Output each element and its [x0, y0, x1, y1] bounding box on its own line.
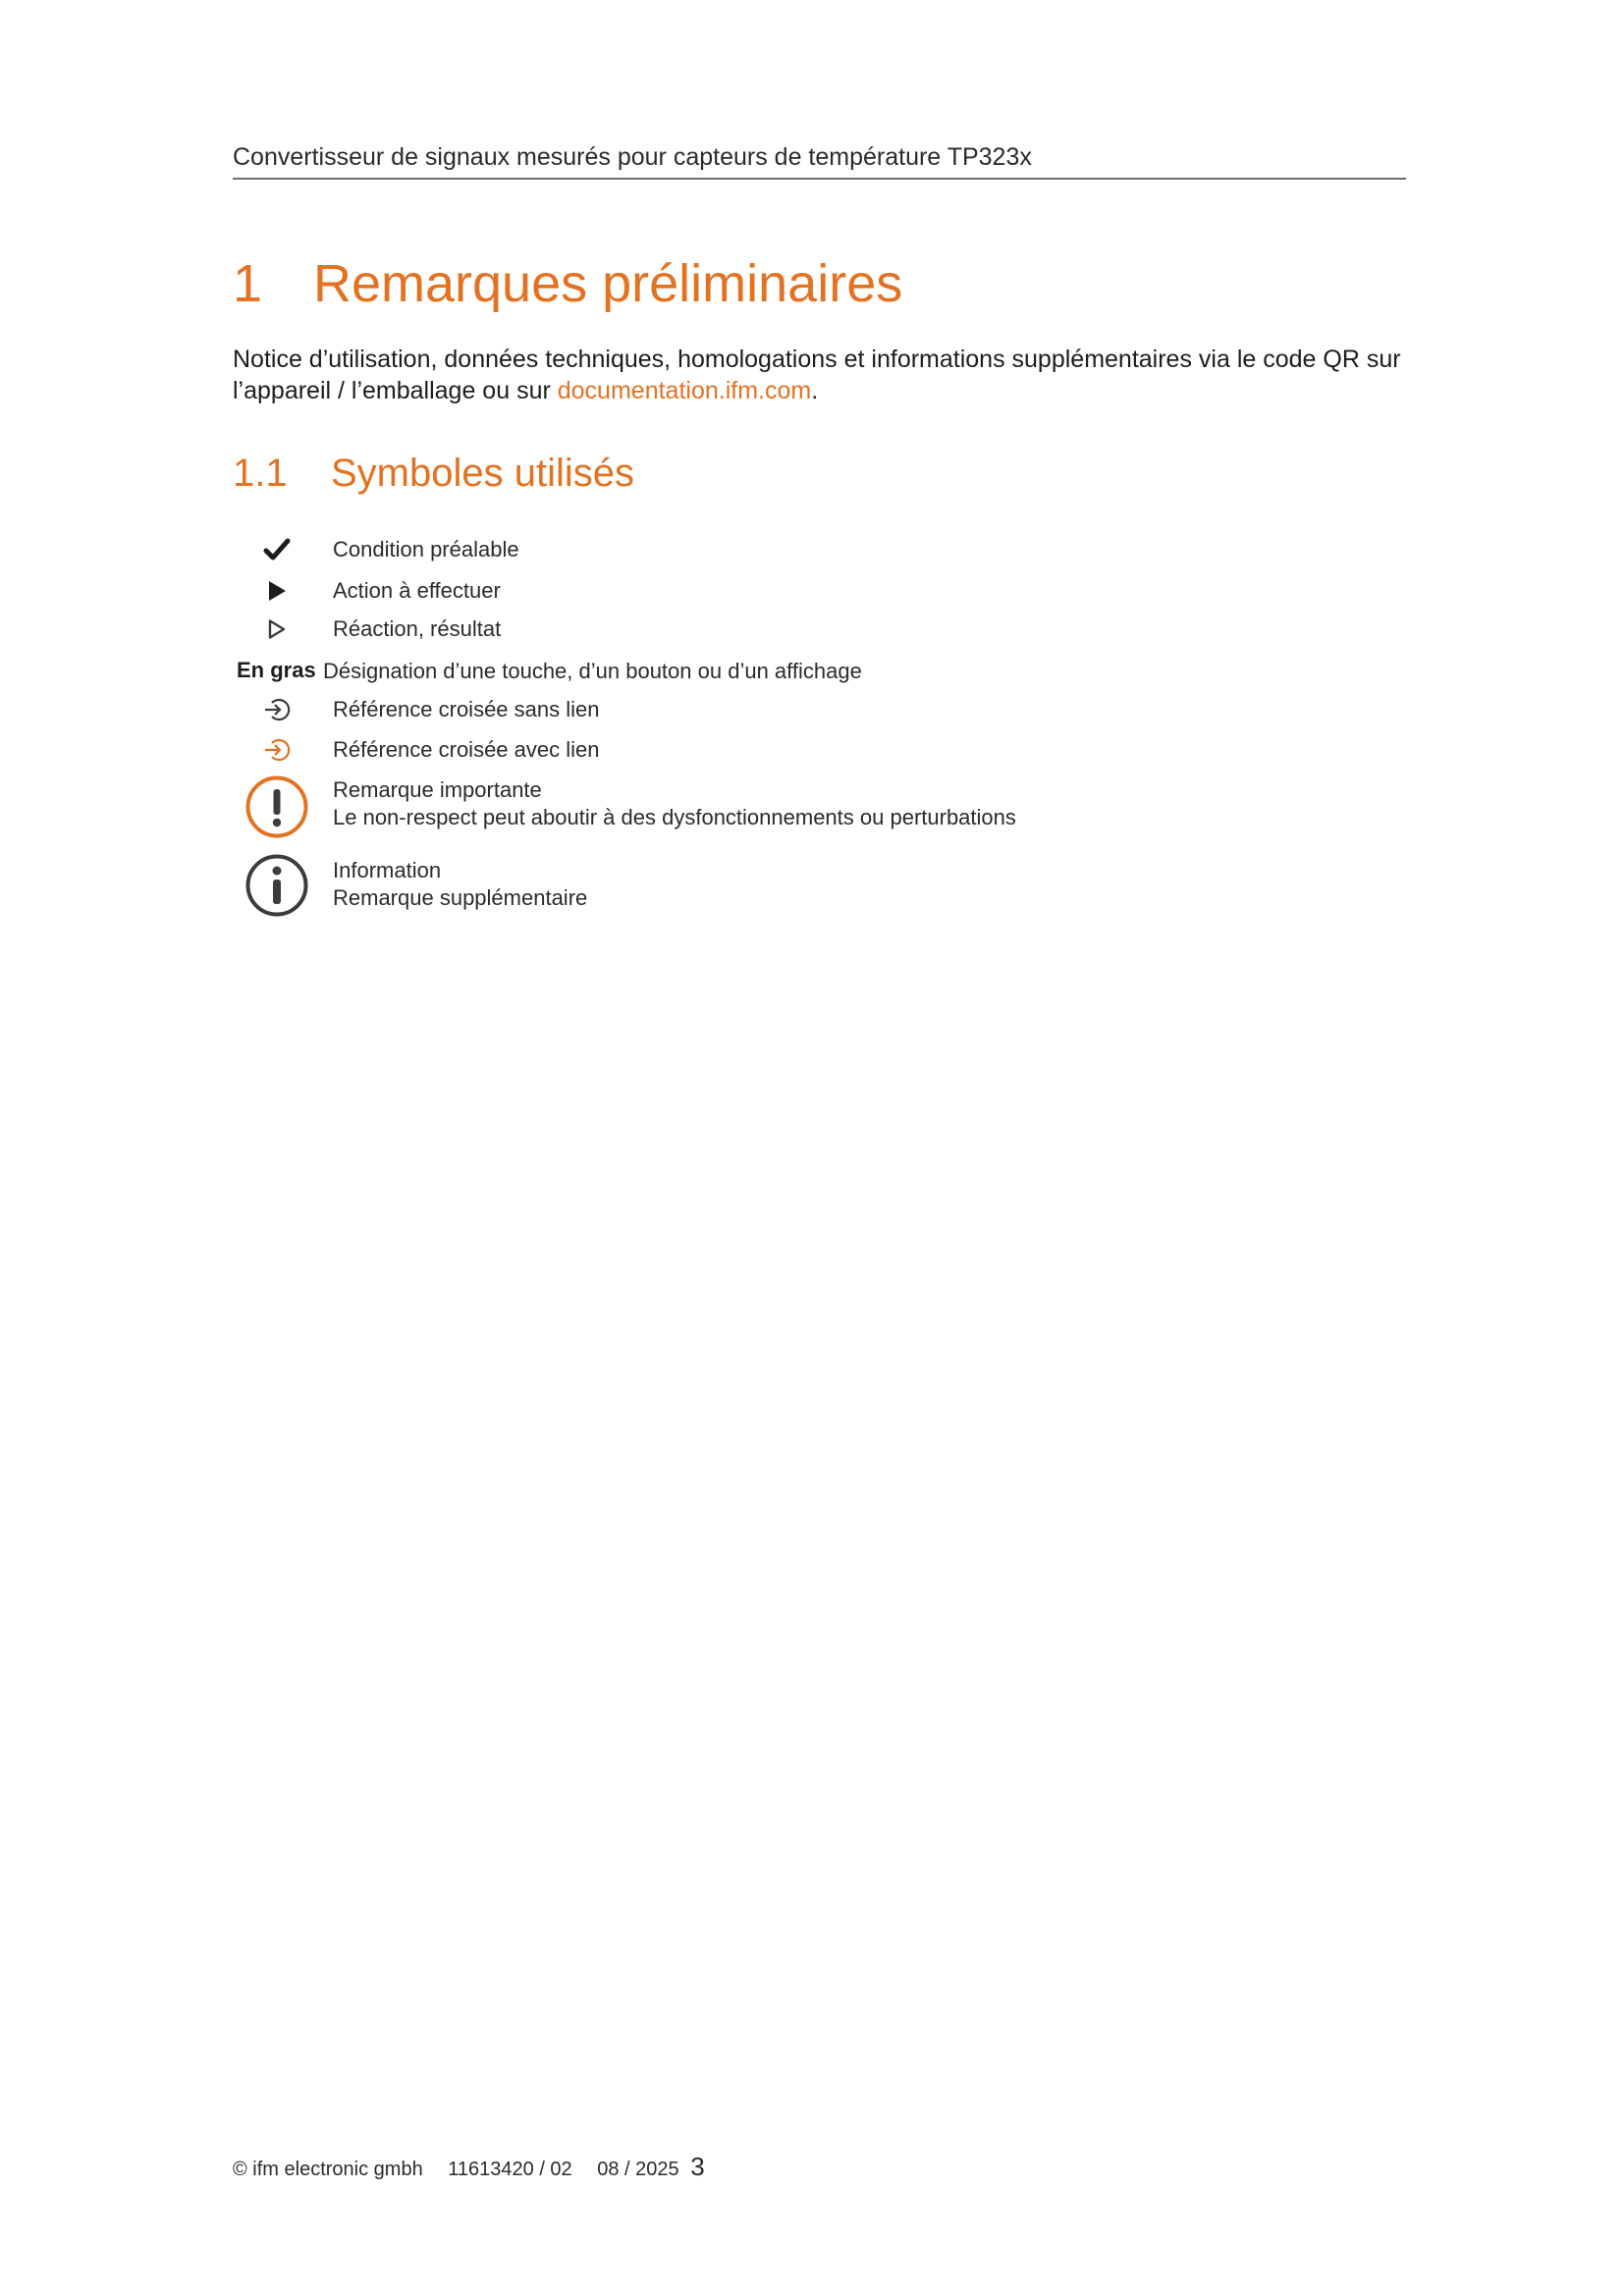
- symbol-row-cross-reference: [233, 693, 1411, 726]
- footer-copyright: © ifm electronic gmbh: [233, 2159, 423, 2180]
- warning-icon: [233, 773, 321, 841]
- page-footer: [233, 2152, 705, 2182]
- symbol-row-result: [233, 613, 1411, 646]
- symbol-row-information: [233, 851, 1411, 920]
- symbol-label: Condition préalable: [333, 537, 519, 561]
- running-header: Convertisseur de signaux mesurés pour capteurs de température TP323x: [233, 143, 1406, 180]
- section-title: Remarques préliminaires: [313, 254, 903, 313]
- symbol-row-bold: [233, 655, 1411, 688]
- intro-text: Notice d’utilisation, données techniques, homologations et informations supplémentaires via le code QR sur l’appareil / l’emballage ou sur: [233, 346, 1401, 404]
- filled-triangle-icon: [233, 574, 321, 608]
- footer-date: 08 / 2025: [597, 2159, 679, 2180]
- documentation-link[interactable]: documentation.ifm.com: [557, 377, 812, 404]
- intro-paragraph: [233, 344, 1411, 406]
- subsection-title: Symboles utilisés: [331, 452, 635, 495]
- checkmark-icon: [233, 533, 321, 566]
- symbol-row-cross-reference-link: [233, 733, 1411, 767]
- symbol-label: Référence croisée avec lien: [333, 737, 600, 762]
- intro-end: .: [811, 377, 819, 404]
- cross-reference-icon: [233, 693, 321, 726]
- symbol-label: Référence croisée sans lien: [333, 697, 600, 721]
- subsection-number: 1.1: [233, 452, 288, 495]
- symbol-label: Désignation d’une touche, d’un bouton ou d’un affichage: [323, 659, 862, 683]
- symbol-row-action: [233, 574, 1411, 608]
- symbol-row-prerequisite: [233, 533, 1411, 566]
- info-icon: [233, 851, 321, 920]
- symbol-label-secondary: Remarque supplémentaire: [333, 885, 588, 910]
- page-number: 3: [690, 2152, 705, 2181]
- outline-triangle-icon: [233, 613, 321, 646]
- symbol-label-secondary: Le non-respect peut aboutir à des dysfonctionnements ou perturbations: [333, 805, 1016, 829]
- section-heading-1-1: [233, 452, 634, 496]
- symbol-label: Action à effectuer: [333, 578, 501, 603]
- symbol-label: Information: [333, 858, 442, 882]
- section-number: 1: [233, 254, 263, 313]
- symbol-row-warning: [233, 773, 1411, 841]
- symbol-label: Réaction, résultat: [333, 616, 502, 641]
- cross-reference-link-icon: [233, 733, 321, 767]
- symbol-label: Remarque importante: [333, 777, 542, 802]
- bold-term: En gras: [237, 658, 316, 682]
- footer-doc-number: 11613420 / 02: [448, 2159, 572, 2180]
- section-heading-1: [233, 253, 902, 314]
